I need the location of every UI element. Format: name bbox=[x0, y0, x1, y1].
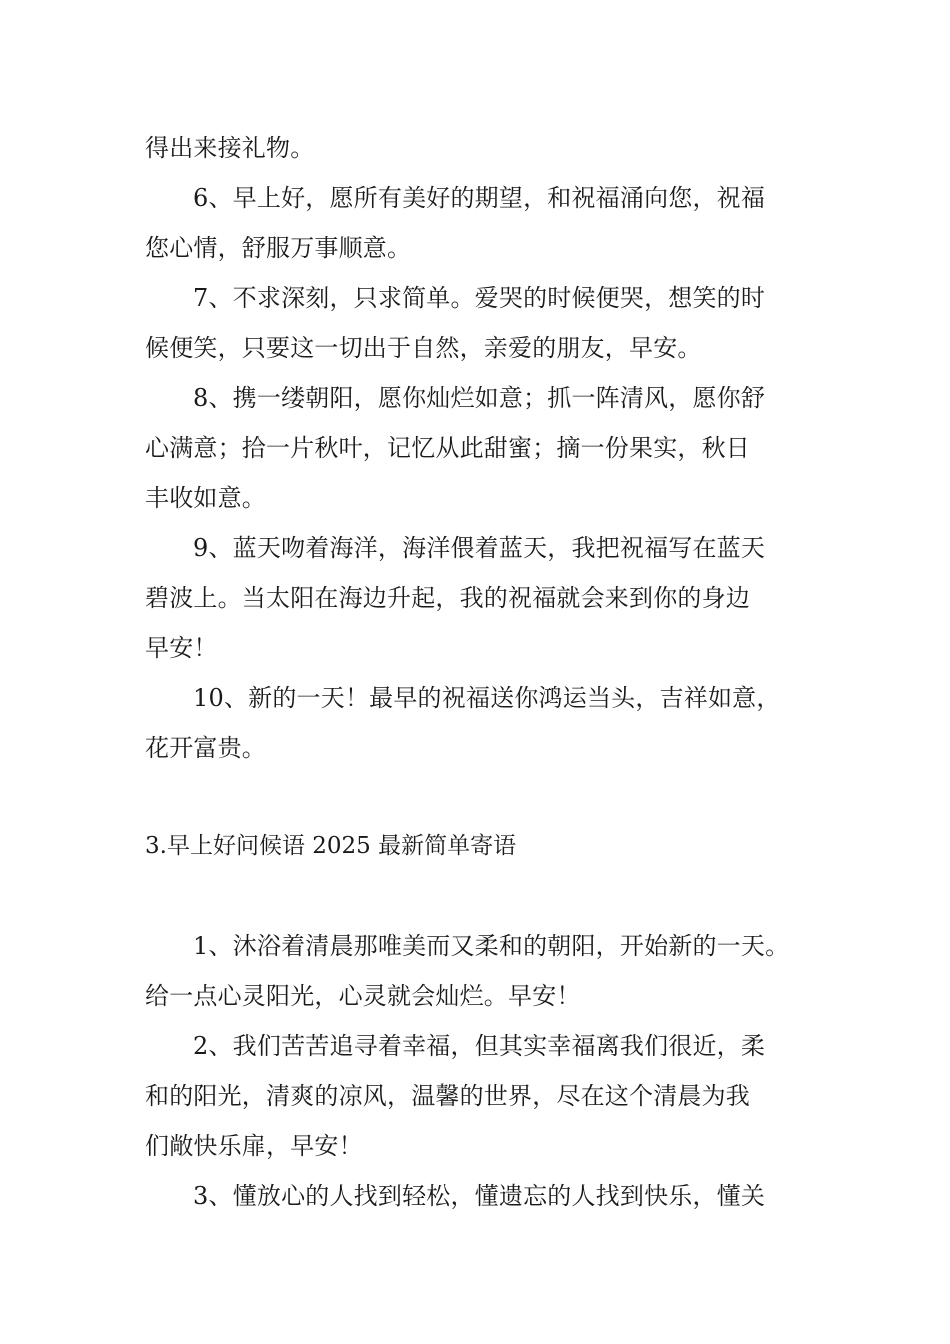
paragraph-line: 您心情，舒服万事顺意。 bbox=[145, 234, 412, 262]
paragraph-line: 得出来接礼物。 bbox=[145, 134, 315, 162]
paragraph-line: 3、懂放心的人找到轻松，懂遗忘的人找到快乐，懂关 bbox=[193, 1182, 766, 1210]
paragraph-line: 6、早上好，愿所有美好的期望，和祝福涌向您，祝福 bbox=[193, 184, 766, 212]
paragraph-line: 碧波上。当太阳在海边升起，我的祝福就会来到你的身边 bbox=[145, 584, 750, 612]
paragraph-line: 早安！ bbox=[145, 634, 218, 662]
paragraph-line: 花开富贵。 bbox=[145, 734, 266, 762]
paragraph-line: 和的阳光，清爽的凉风，温馨的世界，尽在这个清晨为我 bbox=[145, 1082, 750, 1110]
section-heading: 3.早上好问候语 2025 最新简单寄语 bbox=[145, 833, 517, 859]
paragraph-line: 心满意；拾一片秋叶，记忆从此甜蜜；摘一份果实，秋日 bbox=[145, 434, 750, 462]
paragraph-line: 9、蓝天吻着海洋，海洋偎着蓝天，我把祝福写在蓝天 bbox=[193, 534, 766, 562]
paragraph-line: 们敞快乐扉，早安！ bbox=[145, 1132, 363, 1160]
paragraph-line: 1、沐浴着清晨那唯美而又柔和的朝阳，开始新的一天。 bbox=[193, 932, 790, 960]
paragraph-line: 8、携一缕朝阳，愿你灿烂如意；抓一阵清风，愿你舒 bbox=[193, 384, 766, 412]
paragraph-line: 2、我们苦苦追寻着幸福，但其实幸福离我们很近，柔 bbox=[193, 1032, 766, 1060]
paragraph-line: 给一点心灵阳光，心灵就会灿烂。早安！ bbox=[145, 982, 581, 1010]
paragraph-line: 丰收如意。 bbox=[145, 484, 266, 512]
paragraph-line: 10、新的一天！最早的祝福送你鸿运当头，吉祥如意， bbox=[193, 684, 781, 712]
paragraph-line: 候便笑，只要这一切出于自然，亲爱的朋友，早安。 bbox=[145, 334, 702, 362]
paragraph-line: 7、不求深刻，只求简单。爱哭的时候便哭，想笑的时 bbox=[193, 284, 766, 312]
